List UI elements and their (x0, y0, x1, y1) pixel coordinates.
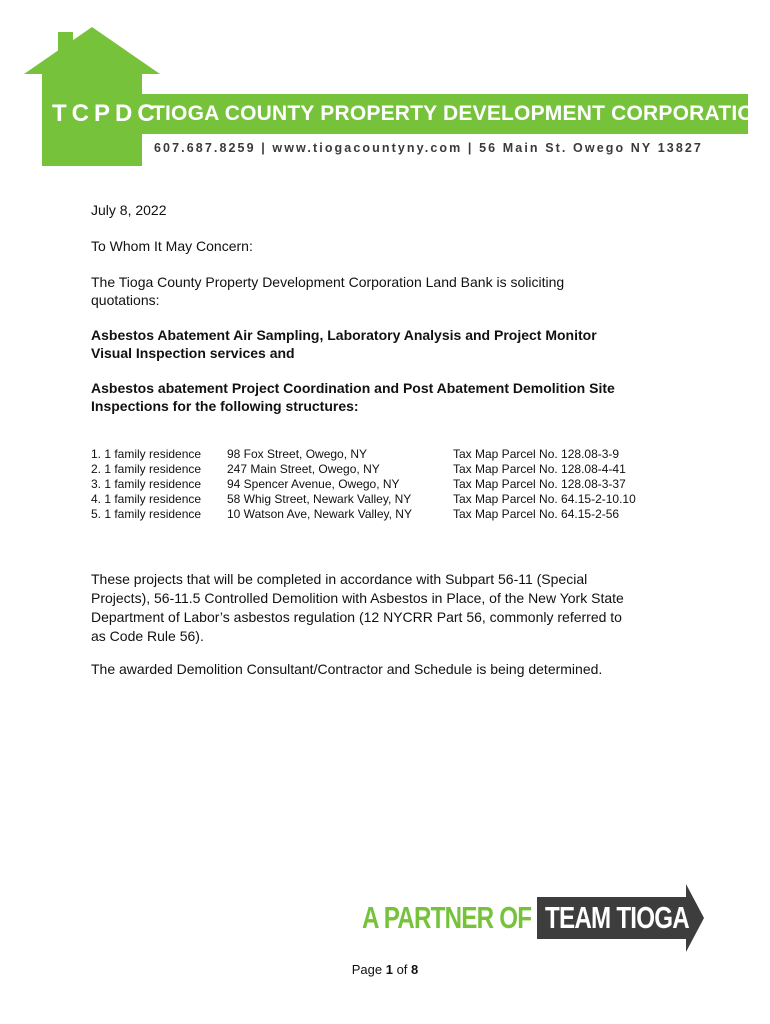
header-acronym: TCPDC (52, 100, 160, 127)
letter-salutation: To Whom It May Concern: (91, 238, 253, 254)
service-1-line-1: Asbestos Abatement Air Sampling, Laboratory Analysis and Project Monitor (91, 327, 597, 343)
structure-type: 5. 1 family residence (91, 507, 202, 521)
compliance-line-1: These projects that will be completed in accordance with Subpart 56-11 (Special (91, 571, 588, 587)
header-contact-line: 607.687.8259 | www.tiogacountyny.com | 56 Main St. Owego NY 13827 (154, 141, 703, 155)
header-organization-name: TIOGA COUNTY PROPERTY DEVELOPMENT CORPORATION (152, 102, 770, 125)
compliance-line-2: Projects), 56-11.5 Controlled Demolition with Asbestos in Place, of the New York State (91, 590, 624, 606)
structure-parcel: Tax Map Parcel No. 64.15-2-56 (453, 507, 620, 521)
structure-type: 4. 1 family residence (91, 492, 202, 506)
team-tioga-text: TEAM TIOGA (545, 900, 689, 935)
page-separator: of (392, 962, 412, 977)
structure-address: 98 Fox Street, Owego, NY (227, 447, 368, 461)
structure-address: 247 Main Street, Owego, NY (227, 462, 380, 476)
structure-type: 2. 1 family residence (91, 462, 202, 476)
page-total: 8 (411, 962, 419, 977)
structures-type-column (91, 447, 201, 522)
partner-of-text: A PARTNER OF (362, 900, 532, 935)
intro-line-2: quotations: (91, 292, 160, 308)
service-1-line-2: Visual Inspection services and (91, 345, 295, 361)
structure-parcel: Tax Map Parcel No. 128.08-3-9 (453, 447, 620, 461)
structure-address: 94 Spencer Avenue, Owego, NY (227, 477, 400, 491)
structure-type: 1. 1 family residence (91, 447, 202, 461)
letter-date: July 8, 2022 (91, 202, 167, 218)
intro-line-1: The Tioga County Property Development Corporation Land Bank is soliciting (91, 274, 565, 290)
structure-parcel: Tax Map Parcel No. 128.08-3-37 (453, 477, 626, 491)
compliance-line-4: as Code Rule 56). (91, 628, 204, 644)
service-2-line-1: Asbestos abatement Project Coordination and Post Abatement Demolition Site (91, 380, 615, 396)
closing-statement: The awarded Demolition Consultant/Contractor and Schedule is being determined. (91, 661, 603, 677)
structures-parcel-column (453, 447, 636, 522)
compliance-line-3: Department of Labor’s asbestos regulation (12 NYCRR Part 56, commonly referred to (91, 609, 622, 625)
service-2-line-2: Inspections for the following structures: (91, 398, 359, 414)
structures-address-column (227, 447, 412, 522)
structure-parcel: Tax Map Parcel No. 128.08-4-41 (453, 462, 626, 476)
page-number (0, 962, 770, 978)
page-prefix: Page (351, 962, 386, 977)
structure-address: 10 Watson Ave, Newark Valley, NY (227, 507, 412, 521)
structure-address: 58 Whig Street, Newark Valley, NY (227, 492, 412, 506)
structure-parcel: Tax Map Parcel No. 64.15-2-10.10 (453, 492, 636, 506)
page-current: 1 (385, 962, 393, 977)
structure-type: 3. 1 family residence (91, 477, 202, 491)
